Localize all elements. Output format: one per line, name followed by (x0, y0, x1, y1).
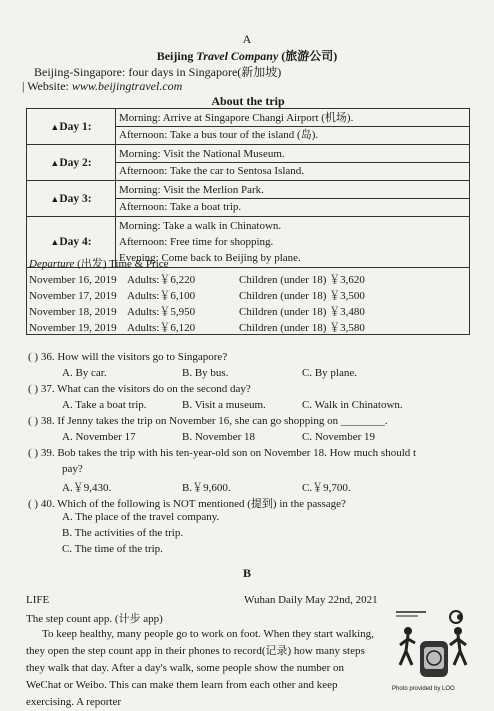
departure-box (26, 253, 470, 335)
trip-table (26, 108, 470, 268)
company-cn: (旅游公司) (278, 49, 338, 63)
walking-people-illustration (390, 605, 472, 693)
option[interactable]: C. By plane. (302, 367, 357, 379)
option[interactable]: B. November 18 (182, 431, 256, 443)
option[interactable]: A.￥9,430. (62, 482, 112, 494)
triangle-icon: ▲ (50, 237, 60, 247)
company-prefix: Beijing (156, 49, 197, 63)
day-row (27, 181, 470, 217)
day-label: ▲Day 1: (27, 109, 116, 145)
category-label: LIFE (26, 594, 50, 606)
activity-line: Morning: Visit the National Museum. (119, 148, 285, 160)
departure-row: November 17, 2019 Adults:￥6,100 Children (under 18) ￥3,500 (29, 290, 365, 302)
day-row (27, 145, 470, 181)
day-activities (116, 181, 470, 217)
day-activities (116, 145, 470, 181)
question-40: ( ) 40. Which of the following is NOT mentioned (提到) in the passage? (28, 498, 346, 510)
departure-header-italic: Departure (29, 258, 75, 270)
day-activities (116, 109, 470, 145)
activity-line: Morning: Arrive at Singapore Changi Airport (机场). (119, 112, 354, 124)
day-label: ▲Day 3: (27, 181, 116, 217)
option[interactable]: A. The place of the travel company. (62, 511, 220, 523)
day-label: ▲Day 2: (27, 145, 116, 181)
source-label: Wuhan Daily May 22nd, 2021 (244, 594, 378, 606)
article-title: The step count app. (计步 app) (26, 613, 163, 625)
website-label: Website: (27, 79, 72, 93)
option[interactable]: A. By car. (62, 367, 107, 379)
day-label: ▲Day 4: (27, 217, 116, 268)
activity-line: Evening: Come back to Beijing by plane. (119, 252, 301, 264)
day-row (27, 109, 470, 145)
option[interactable]: C. November 19 (302, 431, 376, 443)
option[interactable]: A. Take a boat trip. (62, 399, 147, 411)
option[interactable]: B. The activities of the trip. (62, 527, 184, 539)
option[interactable]: B. Visit a museum. (182, 399, 266, 411)
question-39: ( ) 39. Bob takes the trip with his ten-year-old son on November 18. How much should t (28, 447, 417, 459)
activity-line: Afternoon: Take the car to Sentosa Island. (116, 162, 469, 179)
departure-row: November 19, 2019 Adults:￥6,120 Children (under 18) ￥3,580 (29, 322, 365, 334)
triangle-icon: ▲ (50, 193, 60, 204)
departure-header (29, 255, 169, 271)
company-title (0, 47, 494, 64)
question-36: ( ) 36. How will the visitors go to Singapore? (28, 351, 228, 363)
option[interactable]: C.￥9,700. (302, 482, 351, 494)
option[interactable]: C. The time of the trip. (62, 543, 163, 555)
activity-line: Morning: Visit the Merlion Park. (119, 184, 264, 196)
route-line: Beijing-Singapore: four days in Singapore(新加坡) (34, 65, 282, 79)
activity-line: Afternoon: Take a bus tour of the island (岛). (116, 126, 469, 143)
activity-line: Morning: Take a walk in Chinatown. (119, 220, 282, 232)
website-line (22, 79, 182, 94)
departure-row: November 16, 2019 Adults:￥6,220 Children (under 18) ￥3,620 (29, 274, 365, 286)
departure-header-rest: (出发) Time & Price (74, 258, 169, 270)
company-italic: Travel Company (196, 49, 279, 63)
triangle-icon: ▲ (50, 157, 60, 168)
departure-row: November 18, 2019 Adults:￥5,950 Children (under 18) ￥3,480 (29, 306, 365, 318)
question-38: ( ) 38. If Jenny takes the trip on November 16, she can go shopping on ________. (28, 415, 388, 427)
triangle-icon: ▲ (50, 121, 60, 132)
photo-credit: Photo provided by LOO (392, 686, 455, 692)
option[interactable]: B. By bus. (182, 367, 229, 379)
option[interactable]: A. November 17 (62, 431, 136, 443)
article-paragraph: To keep healthy, many people go to work on foot. When they start walking, they open the step count app in their phones to record(记录) how many steps they walk that day. After a day's walk, some people show the number on WeChat or Weibo. This can make them learn from each other and keep exercising. A reporter (26, 628, 374, 708)
question-37: ( ) 37. What can the visitors do on the second day? (28, 383, 251, 395)
section-a-letter: A (242, 32, 252, 46)
table-title: About the trip (211, 94, 285, 108)
activity-line: Afternoon: Take a boat trip. (116, 198, 469, 215)
option[interactable]: B.￥9,600. (182, 482, 231, 494)
section-b-letter: B (242, 566, 251, 580)
question-39-cont: pay? (62, 463, 83, 475)
option[interactable]: C. Walk in Chinatown. (302, 399, 403, 411)
activity-line: Afternoon: Free time for shopping. (119, 236, 274, 248)
website-url[interactable]: www.beijingtravel.com (71, 79, 183, 93)
website-bar: | (22, 79, 28, 93)
